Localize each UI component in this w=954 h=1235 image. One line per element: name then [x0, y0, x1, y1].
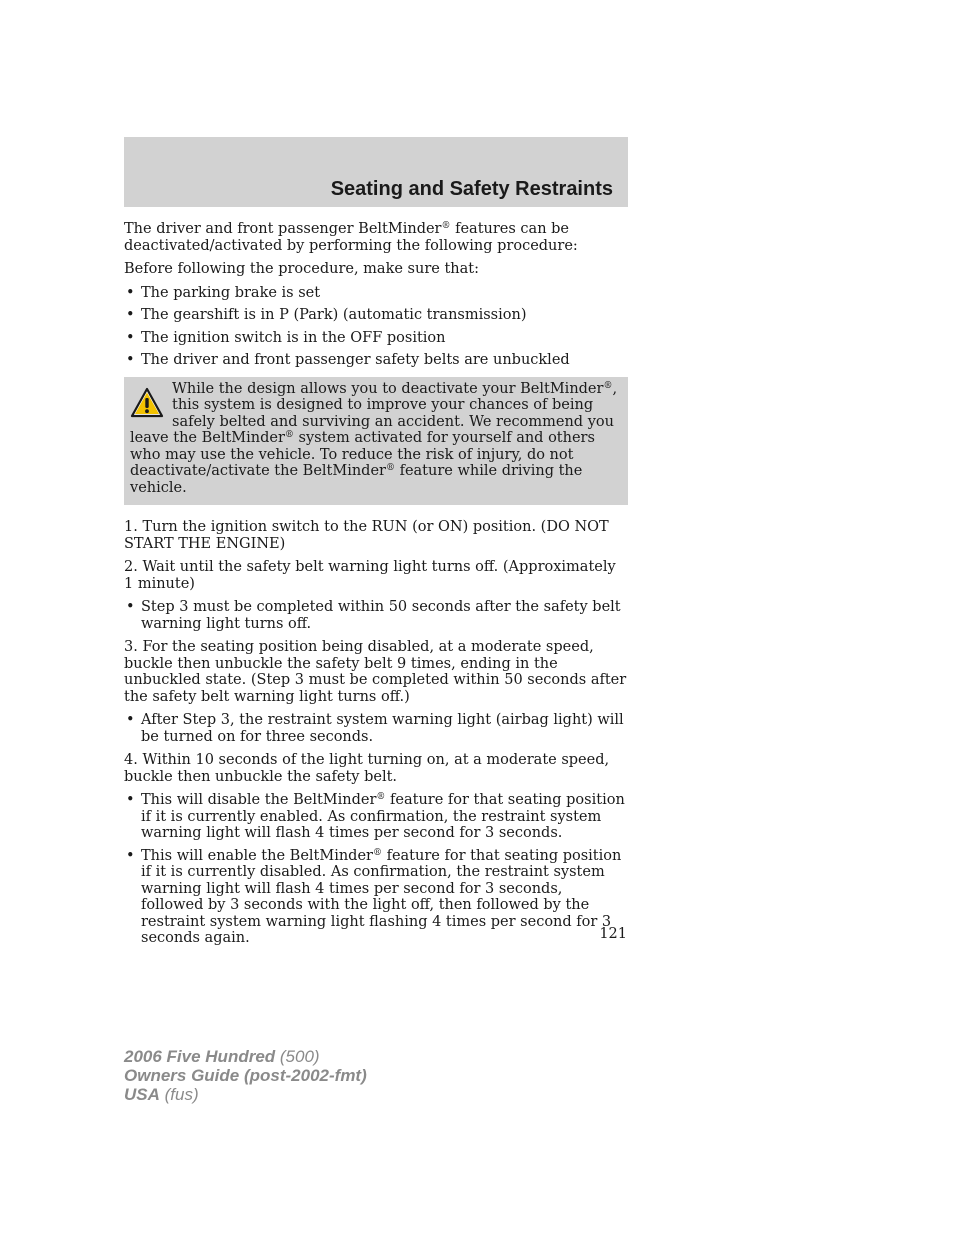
footer-line-2 [124, 1066, 367, 1085]
section-header-band [124, 137, 628, 207]
step-3-notes [124, 712, 628, 745]
note-text-a: This will disable the BeltMinder [141, 792, 377, 808]
warning-box [124, 377, 628, 506]
list-item: • Step 3 must be completed within 50 seconds after the safety belt warning light turns off. [124, 599, 628, 632]
list-item: • The gearshift is in P (Park) (automatic transmission) [124, 307, 628, 324]
page-number: 121 [599, 926, 627, 942]
section-title: Seating and Safety Restraints [330, 178, 613, 200]
list-item [124, 848, 628, 947]
intro-paragraph [124, 221, 628, 254]
prereq-list [124, 285, 628, 369]
list-item: • After Step 3, the restraint system warning light (airbag light) will be turned on for three seconds. [124, 712, 628, 745]
registered-mark: ® [441, 221, 451, 231]
registered-mark: ® [284, 430, 294, 440]
step-2: 2. Wait until the safety belt warning light turns off. (Approximately 1 minute) [124, 559, 616, 592]
footer-market: USA [124, 1085, 160, 1104]
step-1: 1. Turn the ignition switch to the RUN (or ON) position. (DO NOT START THE ENGINE) [124, 519, 609, 552]
registered-mark: ® [376, 792, 386, 802]
list-item: • The ignition switch is in the OFF position [124, 330, 628, 347]
prereq-intro: Before following the procedure, make sure that: [124, 261, 479, 277]
list-item [124, 792, 628, 842]
registered-mark: ® [603, 380, 613, 391]
footer-model: 2006 Five Hundred [124, 1047, 276, 1066]
warning-text-1: While the design allows you to deactivate your BeltMinder [172, 380, 604, 397]
note-text-a: This will enable the BeltMinder [141, 847, 373, 864]
registered-mark: ® [385, 463, 395, 473]
registered-mark: ® [372, 847, 382, 858]
note-text-b: feature for that seating position if it is currently disabled. As confirmation, the restraint system warning light will flash 4 times per second for 3 seconds, followed by 3 seconds with the light off, then followed by the restraint system warning light flashing 4 times per second for 3 seconds again. [141, 847, 622, 946]
page-content [124, 221, 628, 954]
warning-text-3: system activated for yourself and others who may use the vehicle. To reduce the risk of injury, do not deactivate/activate the BeltMinder [130, 430, 595, 479]
step-4-notes [124, 792, 628, 947]
step-4: 4. Within 10 seconds of the light turning on, at a moderate speed, buckle then unbuckle the safety belt. [124, 752, 610, 785]
footer-model-code: (500) [275, 1047, 320, 1066]
intro-text-b: features can be deactivated/activated by performing the following procedure: [124, 221, 578, 254]
warning-triangle-icon [130, 387, 164, 419]
footer-guide: Owners Guide (post-2002-fmt) [124, 1066, 367, 1085]
warning-text [130, 381, 618, 497]
note-text-b: feature for that seating position if it is currently enabled. As confirmation, the restraint system warning light will flash 4 times per second for 3 seconds. [141, 792, 625, 841]
step-2-notes [124, 599, 628, 632]
footer-market-code: (fus) [159, 1085, 199, 1104]
warning-text-2: , this system is designed to improve your chances of being safely belted and surviving an accident. We recommend you leave the BeltMinder [130, 380, 618, 446]
intro-text-a: The driver and front passenger BeltMinder [124, 221, 442, 237]
list-item: • The driver and front passenger safety belts are unbuckled [124, 352, 628, 369]
document-footer [124, 1047, 367, 1104]
list-item: • The parking brake is set [124, 285, 628, 302]
footer-line-1 [124, 1047, 367, 1066]
warning-text-4: feature while driving the vehicle. [130, 463, 583, 496]
footer-line-3 [124, 1085, 367, 1104]
step-3: 3. For the seating position being disabled, at a moderate speed, buckle then unbuckle the safety belt 9 times, ending in the unbuckled state. (Step 3 must be completed within 50 seconds after the safety belt warning light turns off.) [124, 639, 627, 705]
